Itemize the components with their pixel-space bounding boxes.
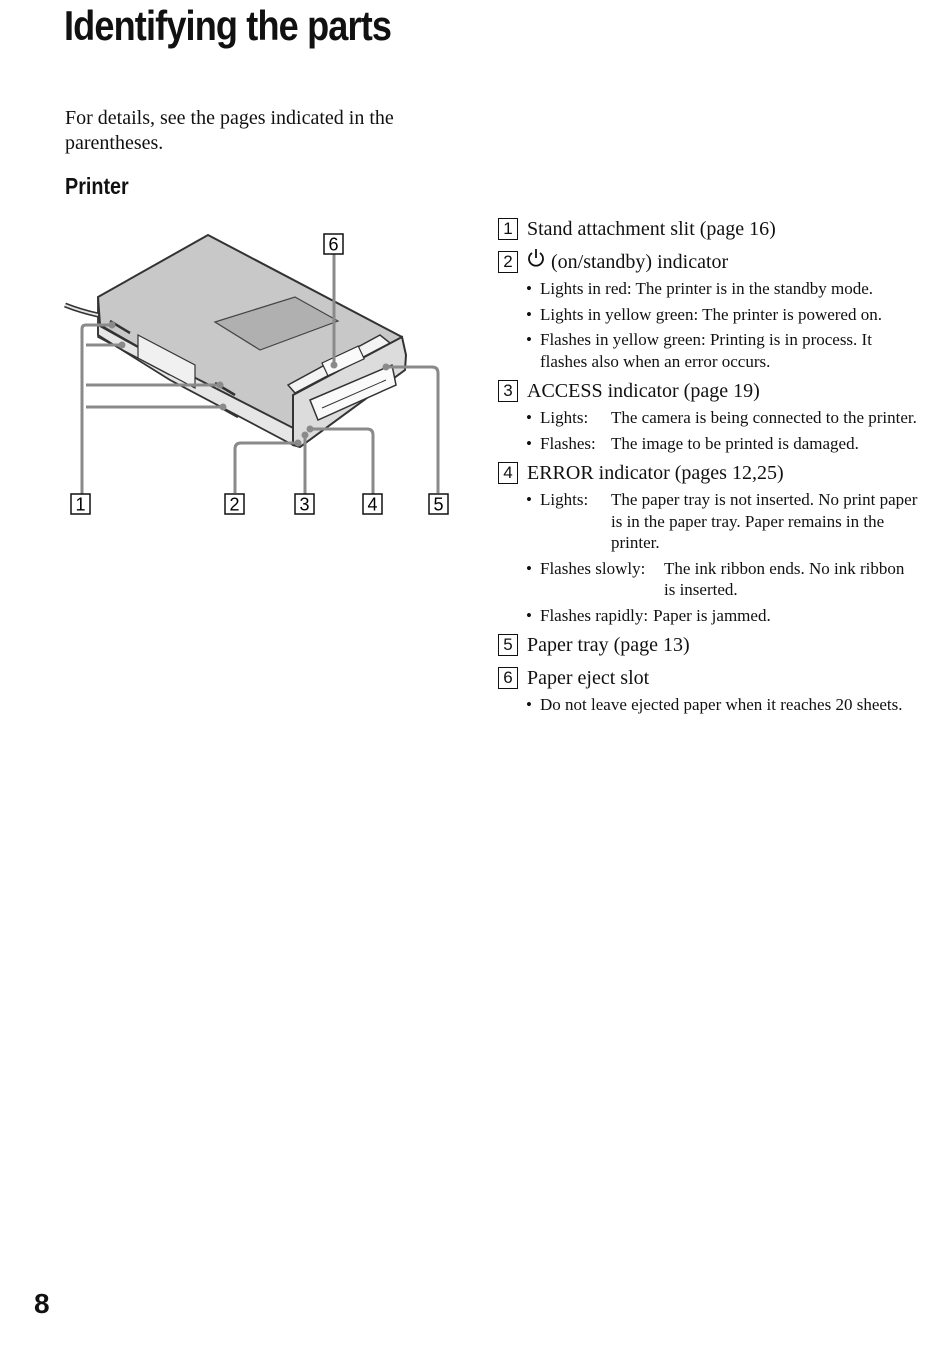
part-item [498,664,918,716]
printer-diagram [60,225,460,525]
bullet-label: • Lights: [540,490,589,509]
page-title: Identifying the parts [64,2,392,49]
bullet-item [526,558,918,601]
bullet-text: The camera is being connected to the printer. [611,408,917,427]
bullet-label: • Flashes rapidly: [540,605,649,625]
intro-text: For details, see the pages indicated in the parentheses. [65,107,394,154]
callout-5: 5 [433,494,444,515]
bullet-text: The ink ribbon ends. No ink ribbon is inserted. [664,558,905,599]
callout-2: 2 [229,494,240,515]
part-item [498,248,918,372]
part-number: 1 [498,218,518,240]
bullet-item: • Lights in red: The printer is in the standby mode. [526,278,918,300]
part-label: ERROR indicator (pages 12,25) [527,462,784,484]
part-label: Paper tray (page 13) [527,634,690,656]
bullet-item: • Lights in yellow green: The printer is powered on. [526,304,918,326]
bullet-item [526,489,918,554]
part-item [498,459,918,626]
parts-list [498,210,918,720]
part-label: ACCESS indicator (page 19) [527,380,760,402]
part-number: 3 [498,380,518,402]
callout-4: 4 [367,494,378,515]
section-heading: Printer [65,173,129,199]
bullet-item [526,407,918,429]
bullet-item [526,433,918,455]
bullet-item [526,605,918,627]
part-number: 6 [498,667,518,689]
bullet-text: The image to be printed is damaged. [611,433,859,453]
bullet-text: Paper is jammed. [653,605,771,625]
part-label: Paper eject slot [527,667,650,689]
part-label: (on/standby) indicator [551,251,729,273]
part-number: 2 [498,251,518,273]
part-item [498,377,918,454]
page-number: 8 [34,1288,50,1319]
bullet-label: • Lights: [540,408,589,427]
bullet-item: • Flashes in yellow green: Printing is in process. It flashes also when an error occurs. [526,329,918,372]
part-item [498,215,918,243]
callout-1: 1 [75,494,86,515]
part-label: Stand attachment slit (page 16) [527,218,776,240]
callout-6: 6 [328,234,339,255]
callout-3: 3 [299,494,310,515]
part-number: 4 [498,462,518,484]
bullet-label: • Flashes slowly: [540,558,646,578]
bullet-label: • Flashes: [540,433,596,453]
part-number: 5 [498,634,518,656]
power-standby-icon [527,248,545,276]
bullet-item: • Do not leave ejected paper when it reaches 20 sheets. [526,694,918,716]
part-item [498,631,918,659]
bullet-text: The paper tray is not inserted. No print paper is in the paper tray. Paper remains in the printer. [611,490,918,552]
